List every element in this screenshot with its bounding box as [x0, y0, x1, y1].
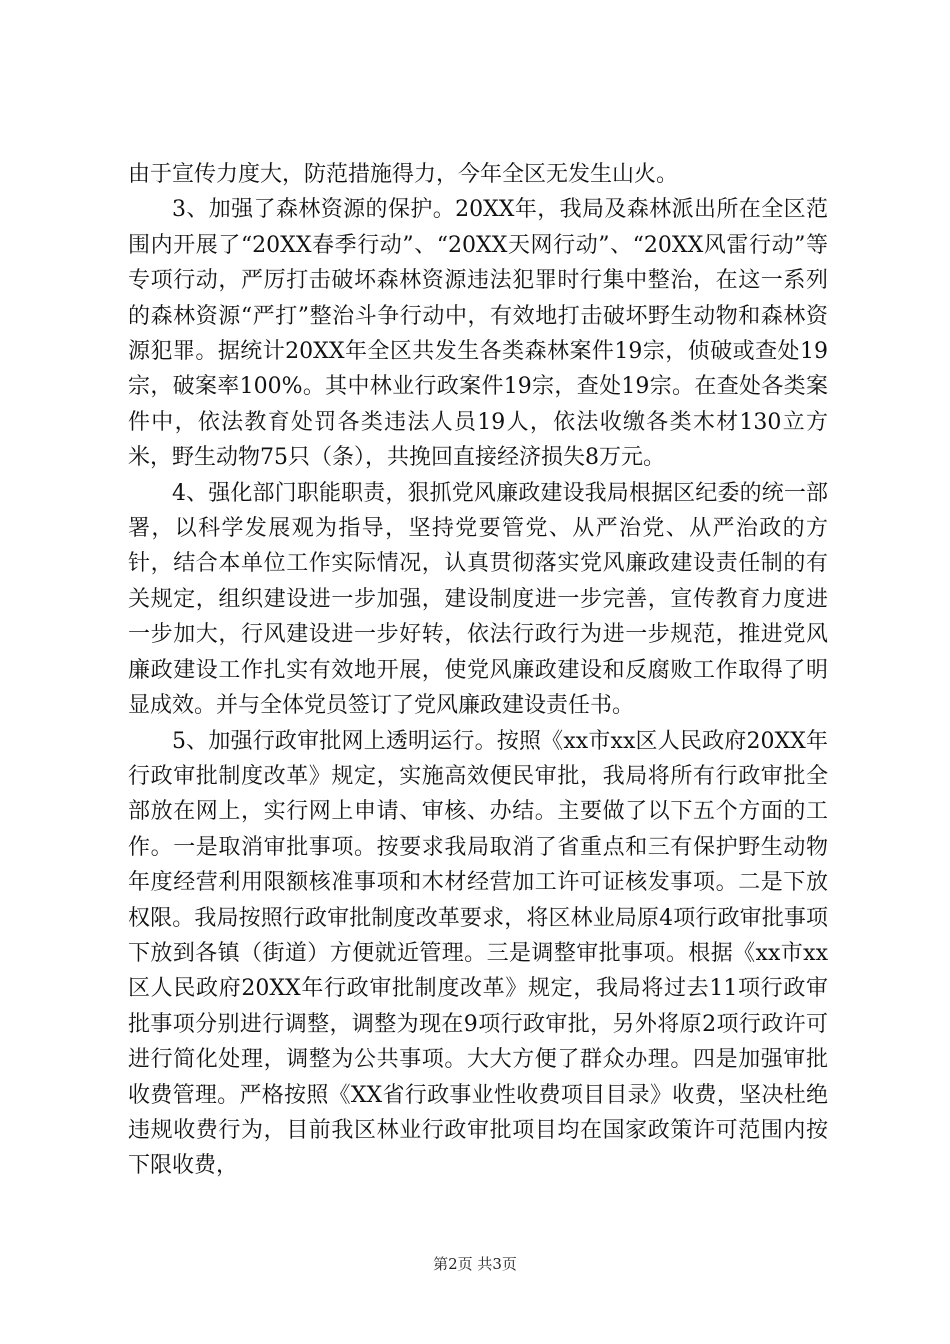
paragraph-forest-protection: 3、加强了森林资源的保护。20XX年，我局及森林派出所在全区范围内开展了“20XX春季行动”、“20XX天网行动”、“20XX风雷行动”等专项行动，严厉打击破坏森林资源违法犯罪时行集中整治，在这一系列的森林资源“严打”整治斗争行动中，有效地打击破坏野生动物和森林资源犯罪。据统计20XX年全区共发生各类森林案件19宗，侦破或查处19宗，破案率100%。其中林业行政案件19宗，查处19宗。在查处各类案件中，依法教育处罚各类违法人员19人，依法收缴各类木材130立方米，野生动物75只（条），共挽回直接经济损失8万元。	[128, 197, 828, 471]
document-body	[128, 157, 828, 1184]
page-footer: 第2页 共3页	[433, 1255, 517, 1273]
paragraph-admin-approval: 5、加强行政审批网上透明运行。按照《xx市xx区人民政府20XX年行政审批制度改革》规定，实施高效便民审批，我局将所有行政审批全部放在网上，实行网上申请、审核、办结。主要做了以下五个方面的工作。一是取消审批事项。按要求我局取消了省重点和三有保护野生动物年度经营利用限额核准事项和木材经营加工许可证核发事项。二是下放权限。我局按照行政审批制度改革要求，将区林业局原4项行政审批事项下放到各镇（街道）方便就近管理。三是调整审批事项。根据《xx市xx区人民政府20XX年行政审批制度改革》规定，我局将过去11项行政审批事项分别进行调整，调整为现在9项行政审批，另外将原2项行政许可进行简化处理，调整为公共事项。大大方便了群众办理。四是加强审批收费管理。严格按照《XX省行政事业性收费项目目录》收费，坚决杜绝违规收费行为，目前我区林业行政审批项目均在国家政策许可范围内按下限收费，	[128, 728, 828, 1179]
paragraph-continuation: 由于宣传力度大，防范措施得力，今年全区无发生山火。	[128, 162, 679, 187]
paragraph-party-conduct: 4、强化部门职能职责，狠抓党风廉政建设我局根据区纪委的统一部署，以科学发展观为指导，坚持党要管党、从严治党、从严治政的方针，结合本单位工作实际情况，认真贯彻落实党风廉政建设责任制的有关规定，组织建设进一步加强，建设制度进一步完善，宣传教育力度进一步加大，行风建设进一步好转，依法行政行为进一步规范，推进党风廉政建设工作扎实有效地开展，使党风廉政建设和反腐败工作取得了明显成效。并与全体党员签订了党风廉政建设责任书。	[128, 480, 828, 719]
